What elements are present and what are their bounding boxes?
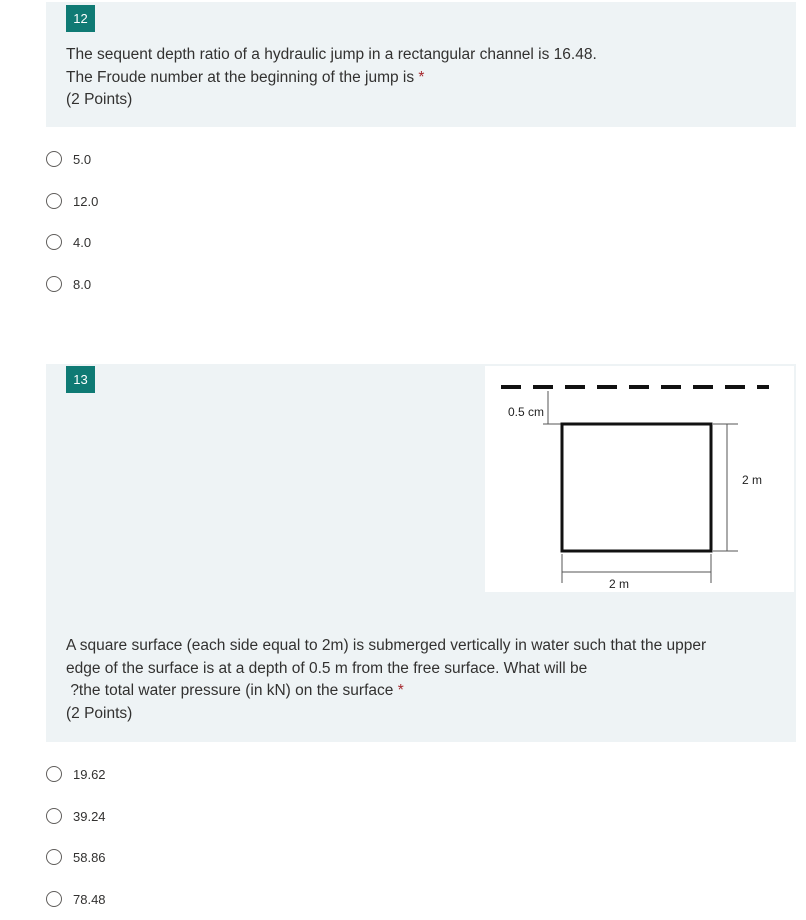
radio-button[interactable] — [46, 849, 62, 865]
radio-button[interactable] — [46, 891, 62, 907]
option-4-0[interactable] — [46, 232, 91, 252]
depth-label: 0.5 cm — [508, 405, 545, 419]
option-label: 4.0 — [73, 234, 92, 250]
option-39-24[interactable] — [46, 806, 106, 826]
question-number-badge: 12 — [66, 5, 95, 32]
option-label: 19.62 — [73, 766, 106, 782]
question-figure — [485, 366, 794, 592]
radio-button[interactable] — [46, 766, 62, 782]
question-text-line: The sequent depth ratio of a hydraulic jump in a rectangular channel is 16.48. — [66, 46, 597, 63]
square-surface — [562, 424, 711, 551]
question-text — [66, 44, 776, 112]
width-label: 2 m — [609, 577, 630, 591]
option-label: 58.86 — [73, 849, 106, 865]
option-label: 5.0 — [73, 151, 92, 167]
radio-button[interactable] — [46, 276, 62, 292]
question-text-line: edge of the surface is at a depth of 0.5 m from the free surface. What will be — [66, 659, 588, 677]
question-text-line: A square surface (each side equal to 2m) is submerged vertically in water such that the upper — [66, 637, 707, 654]
option-label: 78.48 — [73, 891, 106, 907]
question-points: (2 Points) — [66, 704, 133, 722]
option-label: 12.0 — [73, 193, 99, 209]
question-12-card — [46, 2, 796, 127]
height-label: 2 m — [742, 473, 763, 487]
question-text-line-3: ?the total water pressure (in kN) on the surface * — [70, 682, 404, 699]
question-number-badge: 13 — [66, 366, 95, 393]
option-5-0[interactable] — [46, 149, 91, 169]
option-78-48[interactable] — [46, 889, 106, 909]
option-label: 39.24 — [73, 808, 106, 824]
radio-button[interactable] — [46, 151, 62, 167]
required-marker: * — [397, 682, 404, 699]
option-19-62[interactable] — [46, 764, 106, 784]
option-8-0[interactable] — [46, 274, 91, 294]
question-text-line-2: The Froude number at the beginning of the jump is * — [66, 68, 425, 86]
radio-button[interactable] — [46, 193, 62, 209]
option-58-86[interactable] — [46, 847, 106, 867]
required-marker: * — [418, 68, 425, 86]
square-surface-diagram — [485, 366, 794, 592]
question-points: (2 Points) — [66, 91, 133, 108]
radio-button[interactable] — [46, 808, 62, 824]
radio-button[interactable] — [46, 234, 62, 250]
question-text — [66, 635, 776, 725]
option-label: 8.0 — [73, 276, 92, 292]
option-12-0[interactable] — [46, 191, 98, 211]
